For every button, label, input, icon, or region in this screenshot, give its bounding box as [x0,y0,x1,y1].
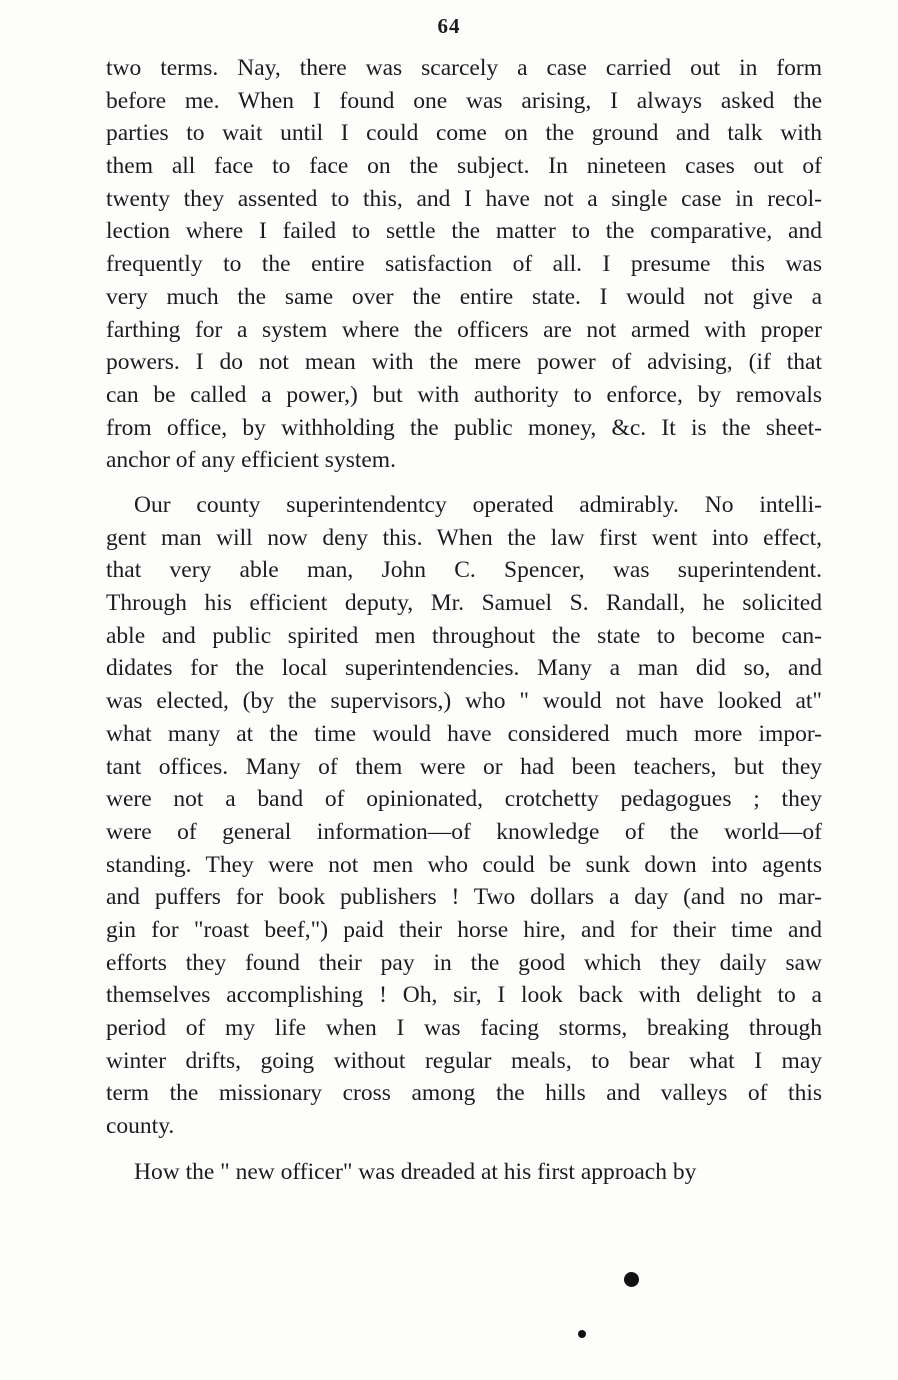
ink-dot [578,1330,586,1338]
text-line: can be called a power,) but with authority to enforce, by removals [106,381,822,408]
text-line: themselves accomplishing ! Oh, sir, I look back with delight to a [106,982,822,1009]
text-line: didates for the local superintendencies. Many a man did so, and [106,655,822,682]
page-number: 64 [437,14,461,38]
text-line: was elected, (by the supervisors,) who " would not have looked at" [106,688,822,715]
text-line: powers. I do not mean with the mere power of advising, (if that [106,349,822,376]
text-line: twenty they assented to this, and I have not a single case in recol- [106,185,822,212]
text-line: farthing for a system where the officers are not armed with proper [106,316,822,343]
text-line: two terms. Nay, there was scarcely a case carried out in form [106,55,822,81]
text-line: frequently to the entire satisfaction of all. I presume this was [106,251,822,278]
text-line: that very able man, John C. Spencer, was superintendent. [106,557,822,584]
text-line: were not a band of opinionated, crotchetty pedagogues ; they [106,786,822,813]
text-line: Through his efficient deputy, Mr. Samuel S. Randall, he solicited [106,590,822,617]
text-line: county. [106,1113,175,1140]
paragraph-1 [106,52,822,477]
text-line: lection where I failed to settle the matter to the comparative, and [106,218,822,245]
ink-blot [624,1272,639,1287]
text-line: Our county superintendentcy operated admirably. No intelli- [134,492,822,518]
text-line: parties to wait until I could come on the ground and talk with [106,120,822,147]
text-line: them all face to face on the subject. In nineteen cases out of [106,153,822,180]
paragraph-3 [106,1156,822,1189]
text-line: winter drifts, going without regular meals, to bear what I may [106,1047,822,1074]
text-line: and puffers for book publishers ! Two dollars a day (and no mar- [106,884,822,911]
text-line: tant offices. Many of them were or had been teachers, but they [106,753,822,780]
text-line: gent man will now deny this. When the law first went into effect, [106,524,822,551]
paragraph-2 [106,489,822,1143]
text-line: term the missionary cross among the hills and valleys of this [106,1080,822,1107]
text-line: able and public spirited men throughout the state to become can- [106,622,822,649]
text-line: before me. When I found one was arising, I always asked the [106,87,822,114]
text-line: very much the same over the entire state. I would not give a [106,283,822,310]
text-line: period of my life when I was facing storms, breaking through [106,1015,822,1041]
text-line: were of general information—of knowledge of the world—of [106,818,822,845]
text-line: from office, by withholding the public money, &c. It is the sheet- [106,414,822,441]
text-line: what many at the time would have considered much more impor- [106,720,822,747]
text-line: efforts they found their pay in the good which they daily saw [106,949,822,976]
text-line: standing. They were not men who could be sunk down into agents [106,851,822,878]
text-line: How the " new officer" was dreaded at his first approach by [134,1159,697,1185]
text-line: anchor of any efficient system. [106,447,396,474]
text-line: gin for "roast beef,") paid their horse hire, and for their time and [106,916,822,943]
